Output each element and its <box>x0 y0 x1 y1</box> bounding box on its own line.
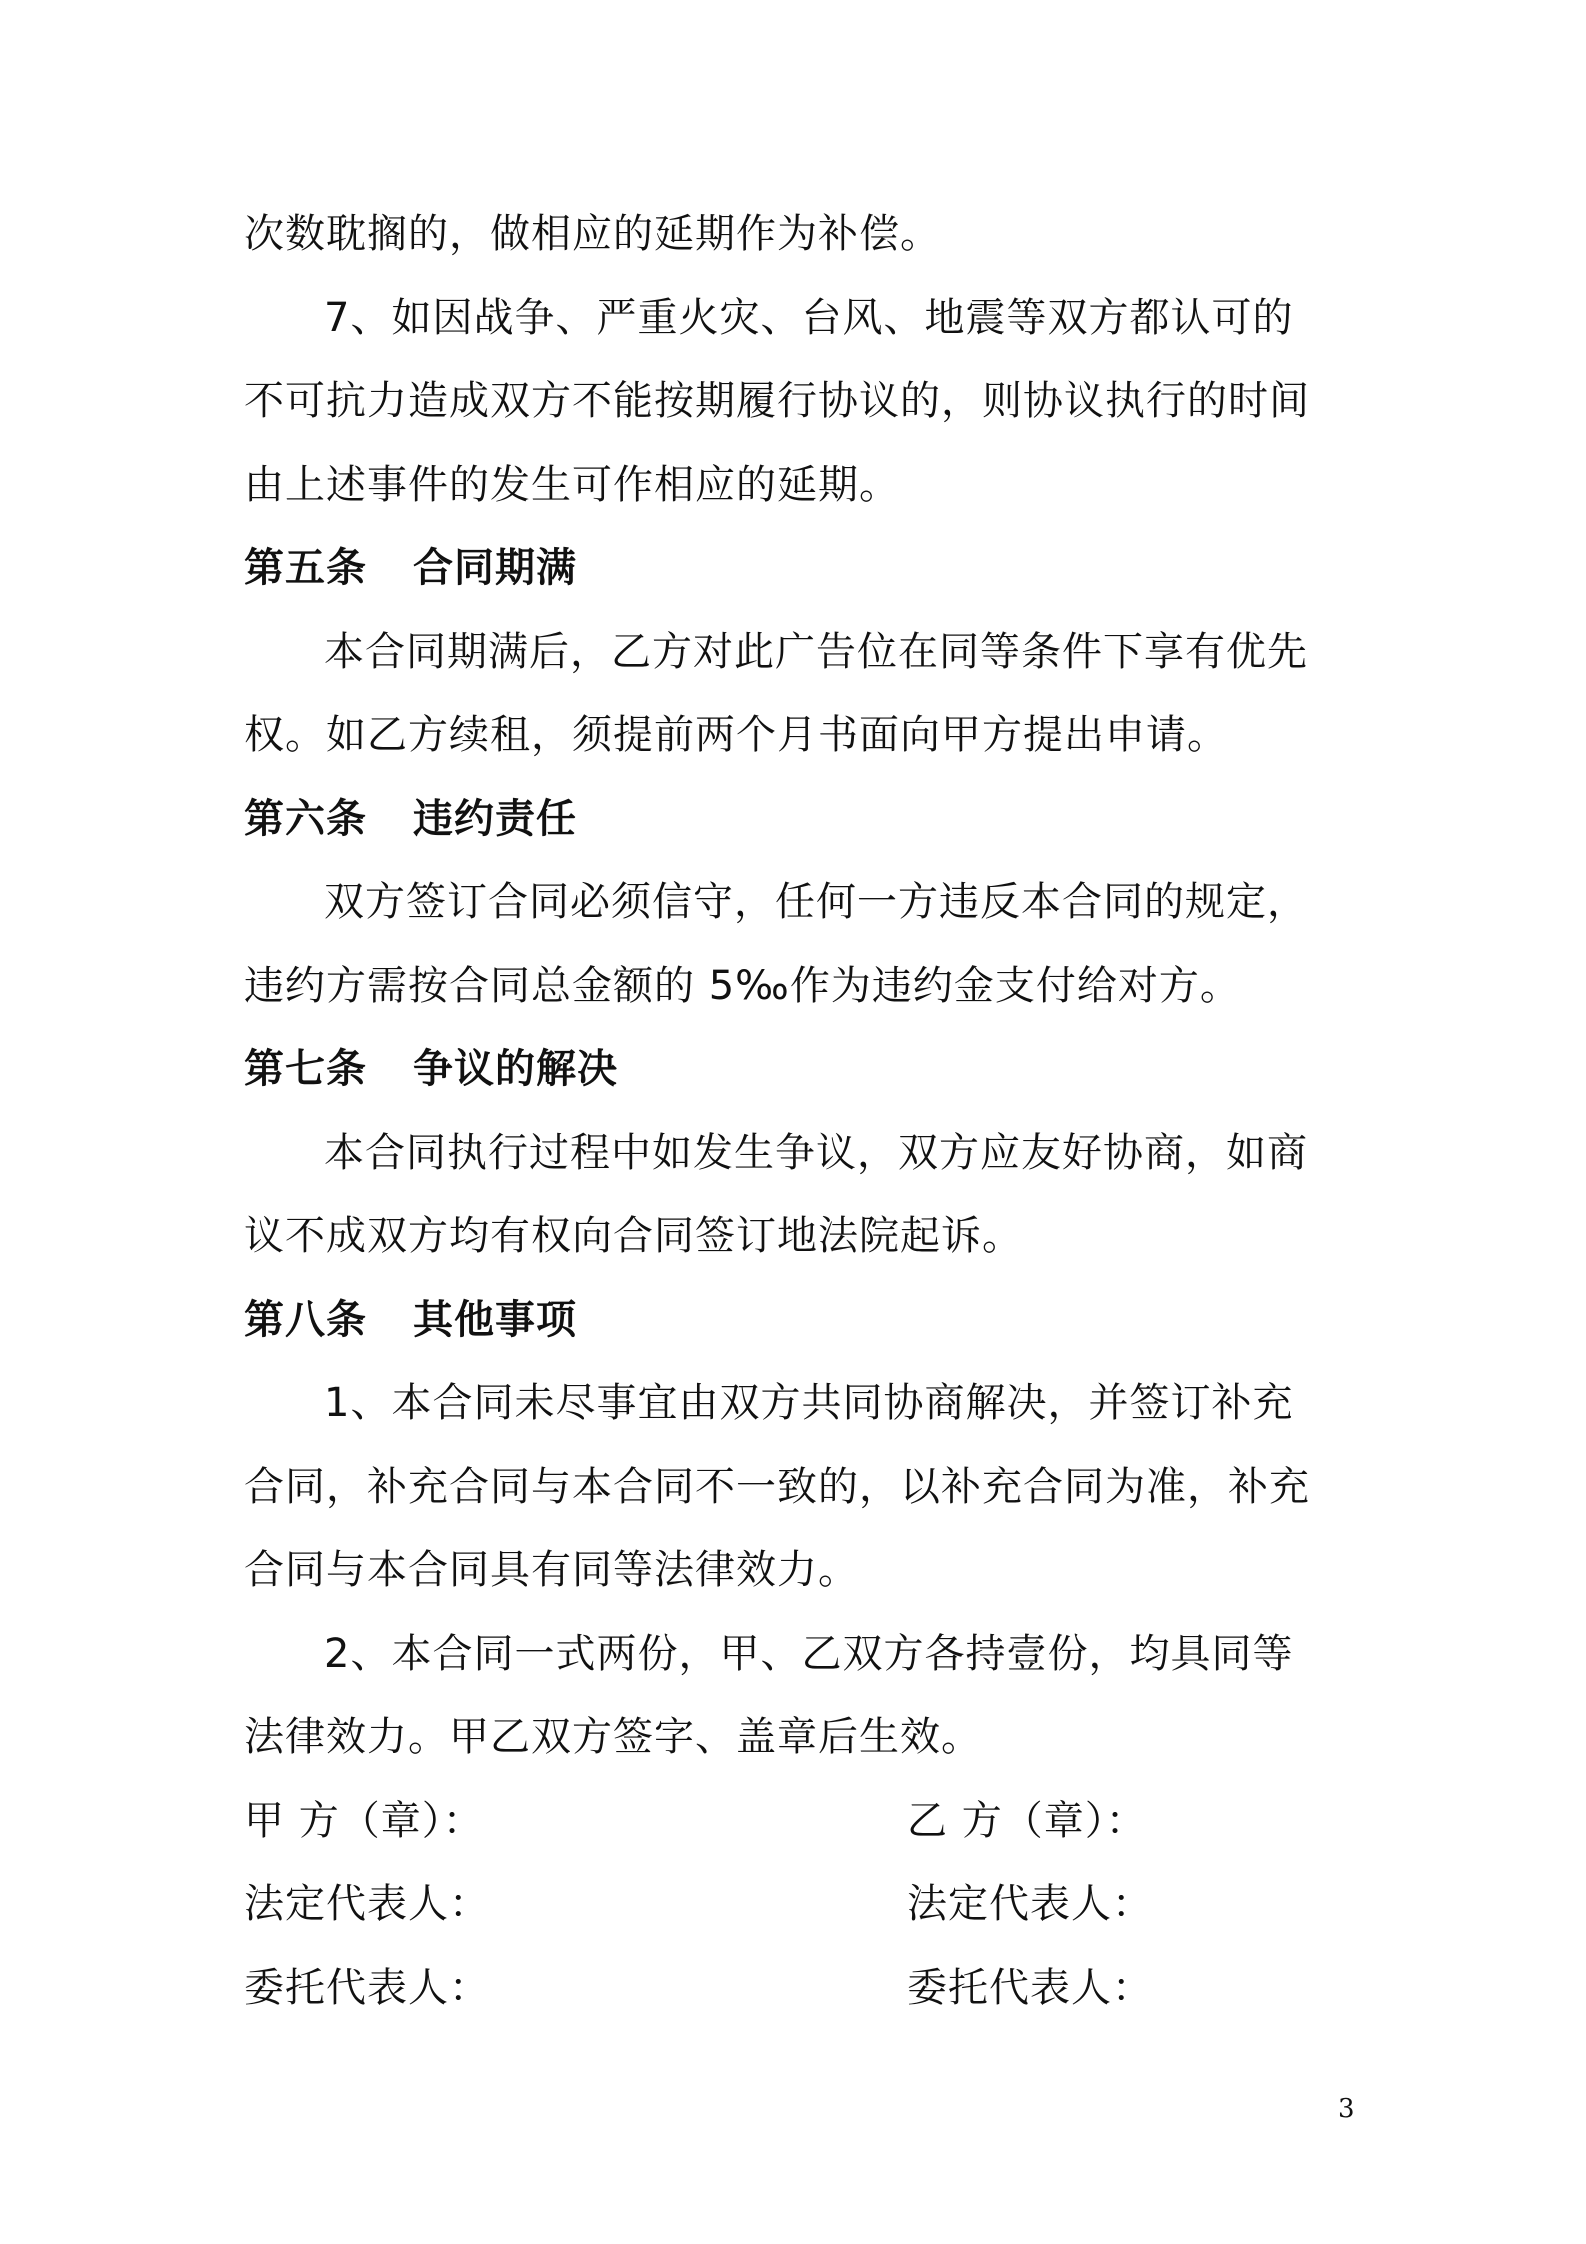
article-title: 其他事项 <box>413 1296 577 1343</box>
article-heading <box>244 527 1354 611</box>
party-a-agent-label: 委托代表人： <box>244 1964 490 2011</box>
paragraph-line: 7、如因战争、严重火灾、台风、地震等双方都认可的 <box>324 294 1294 341</box>
party-b-agent-label: 委托代表人： <box>907 1964 1153 2011</box>
party-b-seal-label: 乙 方（章）： <box>907 1797 1147 1844</box>
paragraph-line: 2、本合同一式两份，甲、乙双方各持壹份，均具同等 <box>324 1630 1294 1677</box>
signature-row <box>244 1947 1354 2031</box>
article-heading <box>244 778 1354 862</box>
paragraph-line: 权。如乙方续租，须提前两个月书面向甲方提出申请。 <box>244 712 1228 758</box>
signature-row <box>244 1780 1354 1864</box>
article-heading <box>244 1028 1354 1112</box>
article-number: 第八条 <box>244 1296 367 1343</box>
paragraph-line: 合同，补充合同与本合同不一致的，以补充合同为准，补充 <box>244 1463 1310 1510</box>
party-a-seal-label: 甲 方（章）： <box>244 1797 484 1844</box>
article-heading <box>244 1279 1354 1363</box>
paragraph-line: 次数耽搁的，做相应的延期作为补偿。 <box>244 211 941 257</box>
paragraph-line: 本合同期满后，乙方对此广告位在同等条件下享有优先 <box>324 628 1308 675</box>
document-body <box>244 193 1354 2030</box>
party-b-legal-rep-label: 法定代表人： <box>907 1881 1153 1927</box>
article-number: 第五条 <box>244 545 367 591</box>
paragraph-line: 议不成双方均有权向合同签订地法院起诉。 <box>244 1213 1023 1259</box>
article-title: 违约责任 <box>413 795 577 842</box>
paragraph-line: 不可抗力造成双方不能按期履行协议的，则协议执行的时间 <box>244 378 1310 424</box>
article-number: 第六条 <box>244 795 367 842</box>
paragraph-line: 1、本合同未尽事宜由双方共同协商解决，并签订补充 <box>324 1380 1294 1426</box>
article-number: 第七条 <box>244 1046 367 1092</box>
paragraph-line: 由上述事件的发生可作相应的延期。 <box>244 461 900 508</box>
paragraph-line: 合同与本合同具有同等法律效力。 <box>244 1547 859 1593</box>
paragraph-line: 双方签订合同必须信守，任何一方违反本合同的规定， <box>324 879 1308 925</box>
paragraph-line: 法律效力。甲乙双方签字、盖章后生效。 <box>244 1714 982 1760</box>
paragraph-line: 本合同执行过程中如发生争议，双方应友好协商，如商 <box>324 1129 1308 1176</box>
party-a-legal-rep-label: 法定代表人： <box>244 1881 490 1927</box>
page-number: 3 <box>1338 2094 1355 2124</box>
signature-row <box>244 1863 1354 1947</box>
article-title: 合同期满 <box>413 545 577 591</box>
article-title: 争议的解决 <box>413 1046 618 1092</box>
paragraph-line: 违约方需按合同总金额的 5‰作为违约金支付给对方。 <box>244 962 1241 1009</box>
